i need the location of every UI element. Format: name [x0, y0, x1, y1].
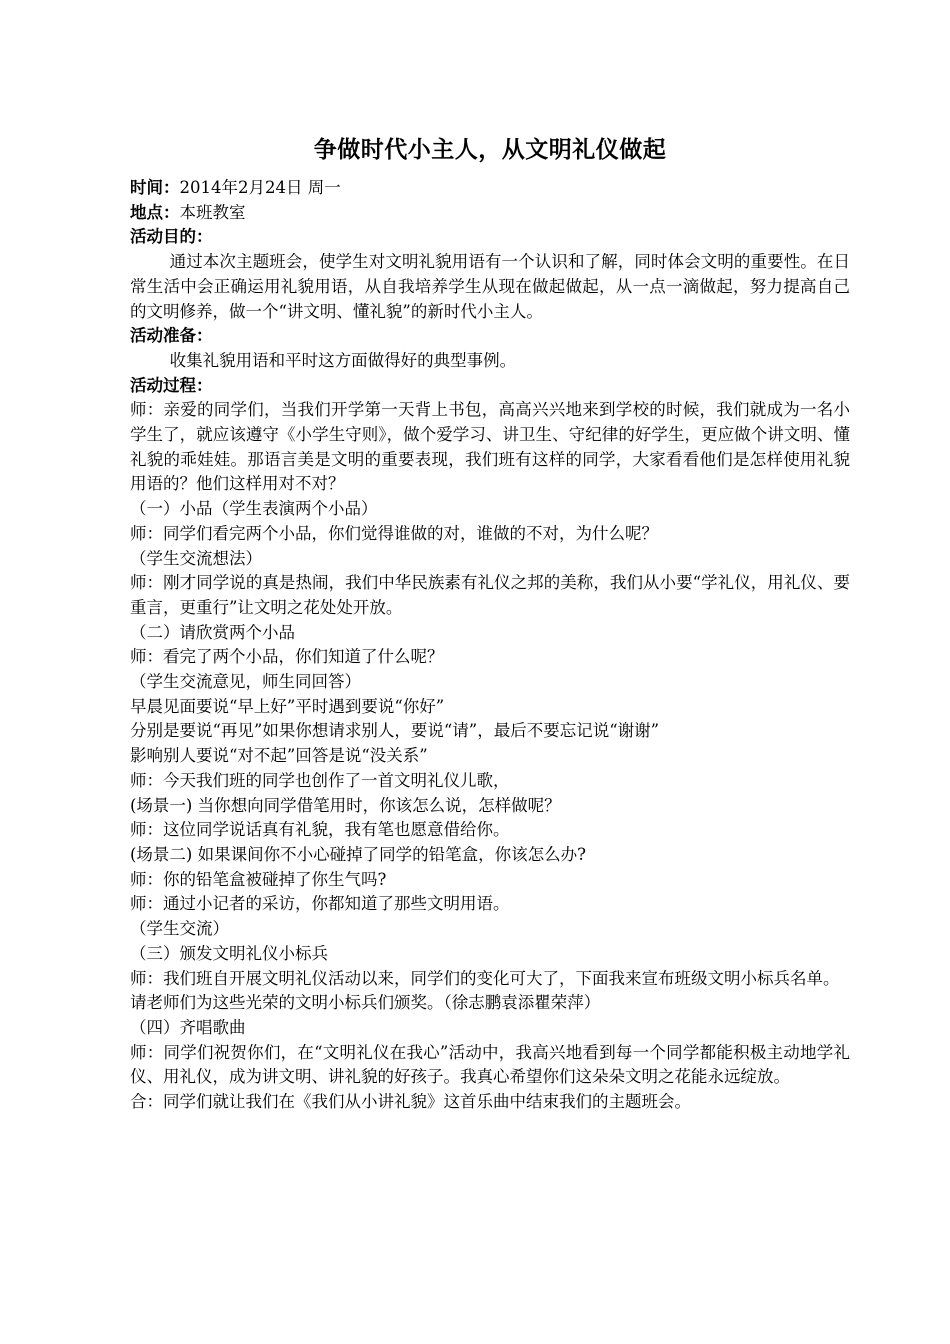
process-line: (场景二) 如果课间你不小心碰掉了同学的铅笔盒，你该怎么办?	[130, 844, 586, 864]
process-paragraph: 师：刚才同学说的真是热闹，我们中华民族素有礼仪之邦的美称，我们从小要“学礼仪，用礼仪、要重言，更重行”让文明之花处处开放。	[130, 573, 850, 617]
process-line: （学生交流意见，师生同回答）	[130, 672, 361, 692]
purpose-text: 通过本次主题班会，使学生对文明礼貌用语有一个认识和了解，同时体会文明的重要性。在日常生活中会正确运用礼貌用语，从自我培养学生从现在做起做起，从一点一滴做起，努力提高自己的文明修养，做一个“讲文明、懂礼貌”的新时代小主人。	[130, 252, 850, 321]
process-line: 早晨见面要说“早上好”平时遇到要说“你好”	[130, 696, 445, 716]
process-section-e	[130, 991, 850, 1040]
purpose-heading: 活动目的：	[130, 227, 213, 247]
closing-line: 合：同学们就让我们在《我们从小讲礼貌》这首乐曲中结束我们的主题班会。	[130, 1092, 691, 1112]
process-line: 请老师们为这些光荣的文明小标兵们颁奖。（徐志鹏袁添瞿荣萍）	[130, 993, 601, 1013]
process-paragraph: 师：我们班自开展文明礼仪活动以来，同学们的变化可大了，下面我来宣布班级文明小标兵名单。	[130, 968, 840, 988]
process-line: （三）颁发文明礼仪小标兵	[130, 943, 328, 963]
process-line: (场景一) 当你想向同学借笔用时，你该怎么说，怎样做呢？	[130, 795, 561, 815]
time-value: 2014年2月24日 周一	[179, 178, 341, 197]
place-label: 地点：	[130, 202, 180, 222]
process-line: 分别是要说“再见”如果你想请求别人，要说“请”，最后不要忘记说“谢谢”	[130, 721, 660, 741]
process-line: （二）请欣赏两个小品	[130, 622, 295, 642]
place-value: 本班教室	[179, 202, 246, 222]
time-line	[130, 176, 850, 201]
document-page	[130, 132, 850, 1115]
process-line: 师：你的铅笔盒被碰掉了你生气吗?	[130, 869, 387, 889]
process-section-a	[130, 497, 850, 571]
preparation-heading: 活动准备：	[130, 326, 213, 346]
process-intro: 师：亲爱的同学们，当我们开学第一天背上书包，高高兴兴地来到学校的时候，我们就成为一名小学生了，就应该遵守《小学生守则》，做个爱学习、讲卫生、守纪律的好学生，更应做个讲文明、懂礼貌的乖娃娃。那语言美是文明的重要表现，我们班有这样的同学，大家看看他们是怎样使用礼貌用语的？他们这样用对不对？	[130, 400, 850, 494]
process-section-c	[130, 621, 850, 967]
preparation-text: 收集礼貌用语和平时这方面做得好的典型事例。	[169, 350, 517, 370]
process-line: 师：今天我们班的同学也创作了一首文明礼仪儿歌，	[130, 770, 510, 790]
process-line: 师：这位同学说话真有礼貌，我有笔也愿意借给你。	[130, 820, 510, 840]
process-paragraph: 师：同学们祝贺你们，在“文明礼仪在我心”活动中，我高兴地看到每一个同学都能积极主动地学礼仪、用礼仪，成为讲文明、讲礼貌的好孩子。我真心希望你们这朵朵文明之花能永远绽放。	[130, 1042, 850, 1087]
document-title: 争做时代小主人，从文明礼仪做起	[313, 137, 667, 163]
process-line: 师：通过小记者的采访，你都知道了那些文明用语。	[130, 894, 510, 914]
process-line: 师：同学们看完两个小品，你们觉得谁做的对，谁做的不对，为什么呢？	[130, 523, 658, 543]
process-line: （一）小品（学生表演两个小品）	[130, 499, 378, 519]
process-line: （四）齐唱歌曲	[130, 1017, 246, 1037]
place-line	[130, 201, 850, 226]
time-label: 时间：	[130, 178, 180, 197]
process-line: （学生交流想法）	[130, 548, 262, 568]
process-heading: 活动过程：	[130, 375, 213, 395]
process-line: 影响别人要说“对不起”回答是说“没关系”	[130, 746, 428, 766]
process-line: 师：看完了两个小品，你们知道了什么呢？	[130, 647, 444, 667]
process-line: （学生交流）	[130, 919, 229, 939]
